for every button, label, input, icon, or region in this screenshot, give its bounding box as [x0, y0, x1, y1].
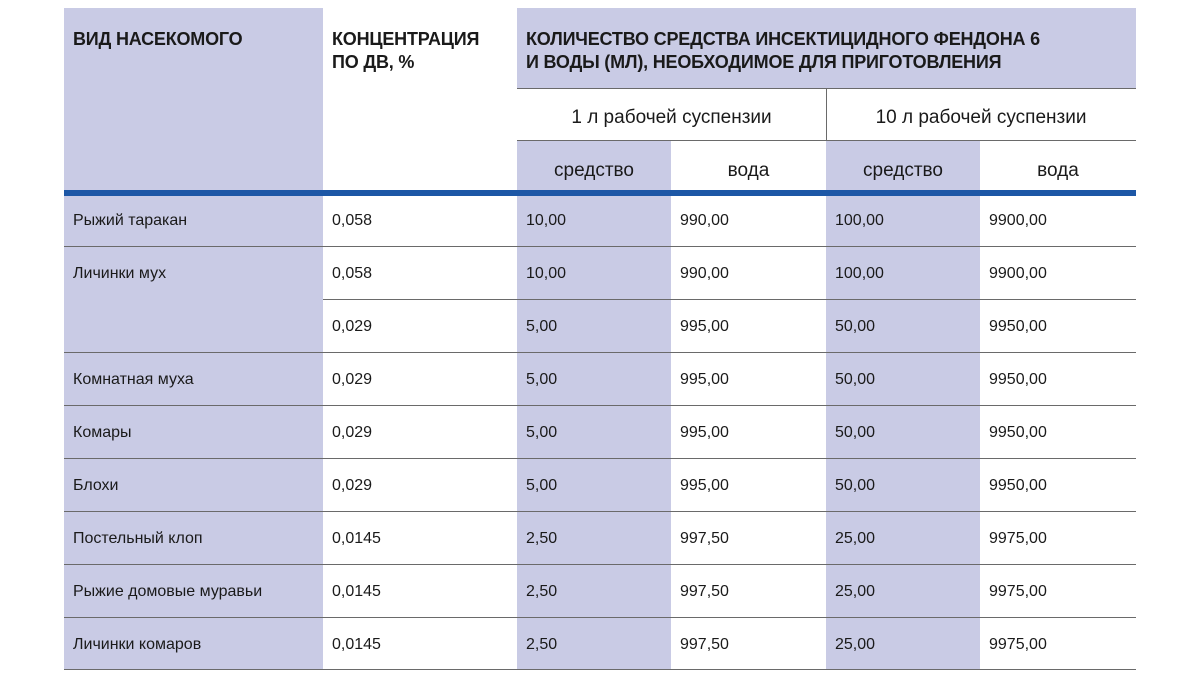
- cell-insect: Комнатная муха: [73, 371, 194, 388]
- cell-agent-10l: 50,00: [835, 318, 876, 335]
- cell-agent-10l: 25,00: [835, 583, 876, 600]
- row-rule: [323, 299, 1136, 300]
- cell-agent-10l: 50,00: [835, 424, 876, 441]
- rule-between-groups: [826, 88, 827, 140]
- cell-water-1l: 997,50: [680, 636, 729, 653]
- cell-agent-1l: 5,00: [526, 424, 558, 441]
- rule-under-group-header: [517, 140, 1136, 141]
- cell-concentration: 0,0145: [332, 583, 381, 600]
- cell-insect: Рыжий таракан: [73, 212, 188, 229]
- cell-water-1l: 990,00: [680, 265, 729, 282]
- cell-agent-1l: 2,50: [526, 583, 558, 600]
- cell-concentration: 0,029: [332, 424, 373, 441]
- cell-concentration: 0,029: [332, 477, 373, 494]
- row-rule: [64, 458, 1136, 459]
- cell-insect: Личинки мух: [73, 265, 167, 282]
- row-rule: [64, 511, 1136, 512]
- group-header-1l: 1 л рабочей суспензии: [571, 107, 772, 128]
- cell-agent-1l: 5,00: [526, 318, 558, 335]
- cell-agent-1l: 10,00: [526, 212, 567, 229]
- cell-agent-10l: 100,00: [835, 265, 884, 282]
- cell-water-10l: 9950,00: [989, 424, 1047, 441]
- cell-insect: Личинки комаров: [73, 636, 202, 653]
- cell-water-10l: 9950,00: [989, 371, 1047, 388]
- subheader-water-1l: вода: [727, 160, 770, 181]
- row-rule: [64, 617, 1136, 618]
- cell-water-1l: 995,00: [680, 477, 729, 494]
- cell-agent-10l: 100,00: [835, 212, 884, 229]
- cell-water-10l: 9900,00: [989, 265, 1047, 282]
- subheader-water-10l: вода: [1037, 160, 1079, 181]
- cell-water-1l: 997,50: [680, 530, 729, 547]
- cell-agent-10l: 25,00: [835, 530, 876, 547]
- row-rule: [64, 564, 1136, 565]
- row-rule: [64, 669, 1136, 670]
- header-concentration-line2: ПО ДВ, %: [332, 52, 415, 72]
- cell-water-10l: 9975,00: [989, 583, 1047, 600]
- subheader-agent-1l: средство: [554, 160, 634, 181]
- cell-concentration: 0,029: [332, 318, 373, 335]
- cell-agent-10l: 50,00: [835, 371, 876, 388]
- cell-concentration: 0,058: [332, 265, 373, 282]
- cell-agent-1l: 2,50: [526, 530, 558, 547]
- cell-concentration: 0,058: [332, 212, 373, 229]
- cell-concentration: 0,0145: [332, 530, 381, 547]
- cell-agent-10l: 50,00: [835, 477, 876, 494]
- cell-water-10l: 9975,00: [989, 530, 1047, 547]
- cell-agent-1l: 5,00: [526, 477, 558, 494]
- cell-agent-1l: 2,50: [526, 636, 558, 653]
- cell-water-10l: 9950,00: [989, 318, 1047, 335]
- header-concentration-line1: КОНЦЕНТРАЦИЯ: [332, 29, 480, 49]
- row-rule: [64, 352, 1136, 353]
- insecticide-dilution-table: [64, 8, 1136, 670]
- cell-insect: Рыжие домовые муравьи: [73, 583, 263, 600]
- header-amount-line2: И ВОДЫ (МЛ), НЕОБХОДИМОЕ ДЛЯ ПРИГОТОВЛЕНИЯ: [526, 52, 1002, 72]
- insect-column-shade: [64, 8, 323, 670]
- subheader-agent-10l: средство: [863, 160, 943, 181]
- cell-water-10l: 9950,00: [989, 477, 1047, 494]
- cell-concentration: 0,029: [332, 371, 373, 388]
- group-header-10l: 10 л рабочей суспензии: [875, 107, 1087, 128]
- cell-water-1l: 990,00: [680, 212, 729, 229]
- cell-insect: Комары: [73, 424, 132, 441]
- cell-water-1l: 997,50: [680, 583, 729, 600]
- cell-agent-10l: 25,00: [835, 636, 876, 653]
- cell-insect: Постельный клоп: [73, 530, 203, 547]
- cell-water-10l: 9975,00: [989, 636, 1047, 653]
- cell-agent-1l: 5,00: [526, 371, 558, 388]
- cell-water-10l: 9900,00: [989, 212, 1047, 229]
- cell-insect: Блохи: [73, 477, 119, 494]
- cell-agent-1l: 10,00: [526, 265, 567, 282]
- header-insect-type: ВИД НАСЕКОМОГО: [73, 29, 243, 49]
- row-rule: [64, 246, 1136, 247]
- header-amount-line1: КОЛИЧЕСТВО СРЕДСТВА ИНСЕКТИЦИДНОГО ФЕНДОНА 6: [526, 29, 1040, 49]
- cell-concentration: 0,0145: [332, 636, 381, 653]
- cell-water-1l: 995,00: [680, 424, 729, 441]
- cell-water-1l: 995,00: [680, 371, 729, 388]
- row-rule: [64, 405, 1136, 406]
- header-accent-band: [64, 190, 1136, 196]
- cell-water-1l: 995,00: [680, 318, 729, 335]
